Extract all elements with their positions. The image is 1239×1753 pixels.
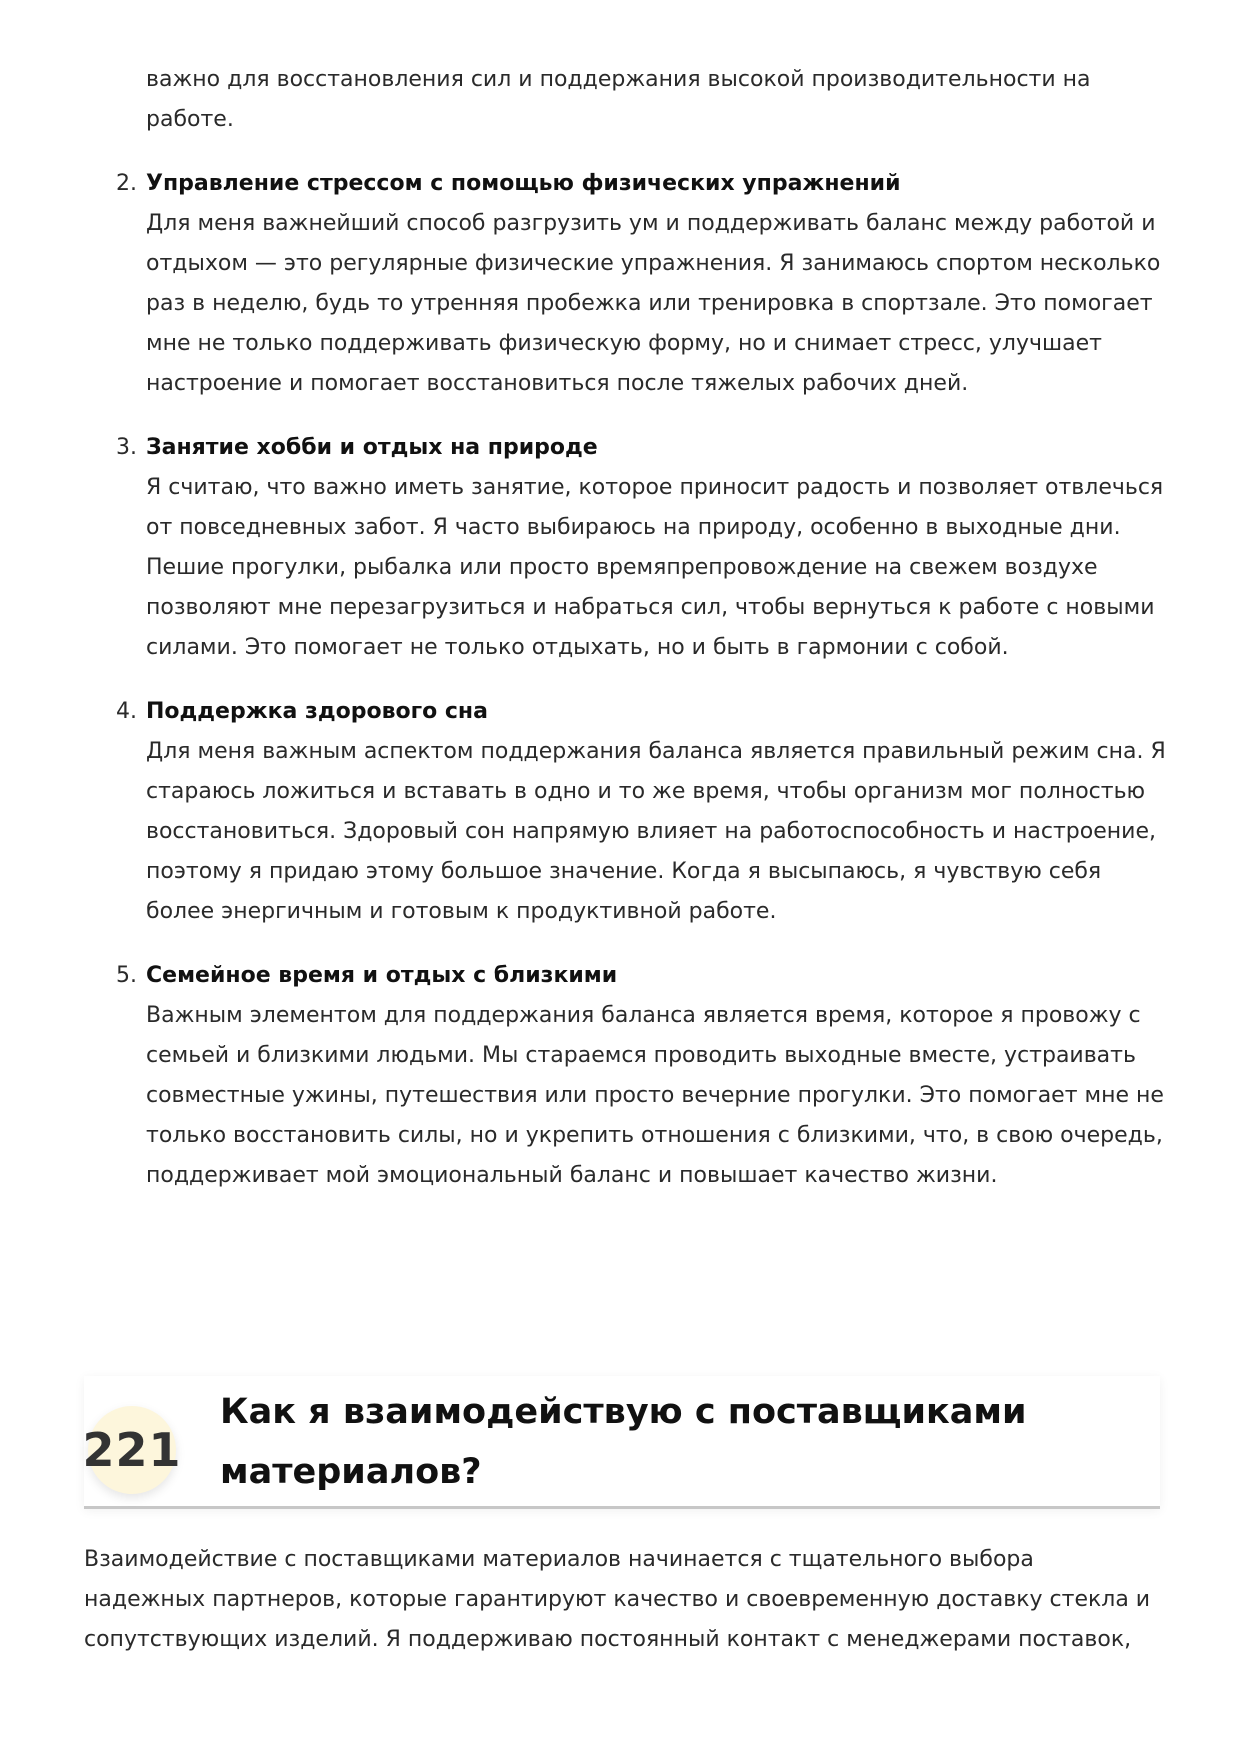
question-title: Как я взаимодействую с поставщиками материалов? bbox=[220, 1392, 1027, 1492]
list-item-number: 5. bbox=[116, 963, 137, 988]
list-item-title: Семейное время и отдых с близкими bbox=[146, 963, 618, 988]
list-item-body: Важным элементом для поддержания баланса является время, которое я провожу с семьей и близкими людьми. Мы стараемся проводить выходные вместе, устраивать совместные ужины, путешествия или просто вечерние прогулки. Это помогает мне не только восстановить силы, но и укрепить отношения с близкими, что, в свою очередь, поддерживает мой эмоциональный баланс и повышает качество жизни. bbox=[146, 1003, 1164, 1188]
list-item-number: 2. bbox=[116, 171, 137, 196]
list-item bbox=[116, 692, 1166, 932]
answer-paragraph: Взаимодействие с поставщиками материалов начинается с тщательного выбора надежных партнеров, которые гарантируют качество и своевременную доставку стекла и сопутствующих изделий. Я поддерживаю постоянный контакт с менеджерами поставок, bbox=[84, 1547, 1151, 1652]
list-item-title: Поддержка здорового сна bbox=[146, 699, 488, 724]
list-item-title: Управление стрессом с помощью физических упражнений bbox=[146, 171, 901, 196]
question-header bbox=[84, 1376, 1160, 1509]
list-item-body: Я считаю, что важно иметь занятие, которое приносит радость и позволяет отвлечься от повседневных забот. Я часто выбираюсь на природу, особенно в выходные дни. Пешие прогулки, рыбалка или просто времяпрепровождение на свежем воздухе позволяют мне перезагрузиться и набраться сил, чтобы вернуться к работе с новыми силами. Это помогает не только отдыхать, но и быть в гармонии с собой. bbox=[146, 475, 1164, 660]
list-item-title: Занятие хобби и отдых на природе bbox=[146, 435, 598, 460]
numbered-list bbox=[116, 164, 1166, 1220]
list-item-body: Для меня важнейший способ разгрузить ум и поддерживать баланс между работой и отдыхом — это регулярные физические упражнения. Я занимаюсь спортом несколько раз в неделю, будь то утренняя пробежка или тренировка в спортзале. Это помогает мне не только поддерживать физическую форму, но и снимает стресс, улучшает настроение и помогает восстановиться после тяжелых рабочих дней. bbox=[146, 211, 1161, 396]
continuation-paragraph: важно для восстановления сил и поддержания высокой производительности на работе. bbox=[146, 67, 1091, 132]
question-number: 221 bbox=[82, 1423, 182, 1477]
list-item bbox=[116, 164, 1166, 404]
list-item bbox=[116, 428, 1166, 668]
list-item bbox=[116, 956, 1166, 1196]
list-item-number: 4. bbox=[116, 699, 137, 724]
list-item-body: Для меня важным аспектом поддержания баланса является правильный режим сна. Я стараюсь ложиться и вставать в одно и то же время, чтобы организм мог полностью восстановиться. Здоровый сон напрямую влияет на работоспособность и настроение, поэтому я придаю этому большое значение. Когда я высыпаюсь, я чувствую себя более энергичным и готовым к продуктивной работе. bbox=[146, 739, 1166, 924]
list-item-number: 3. bbox=[116, 435, 137, 460]
question-number-badge bbox=[82, 1406, 182, 1494]
